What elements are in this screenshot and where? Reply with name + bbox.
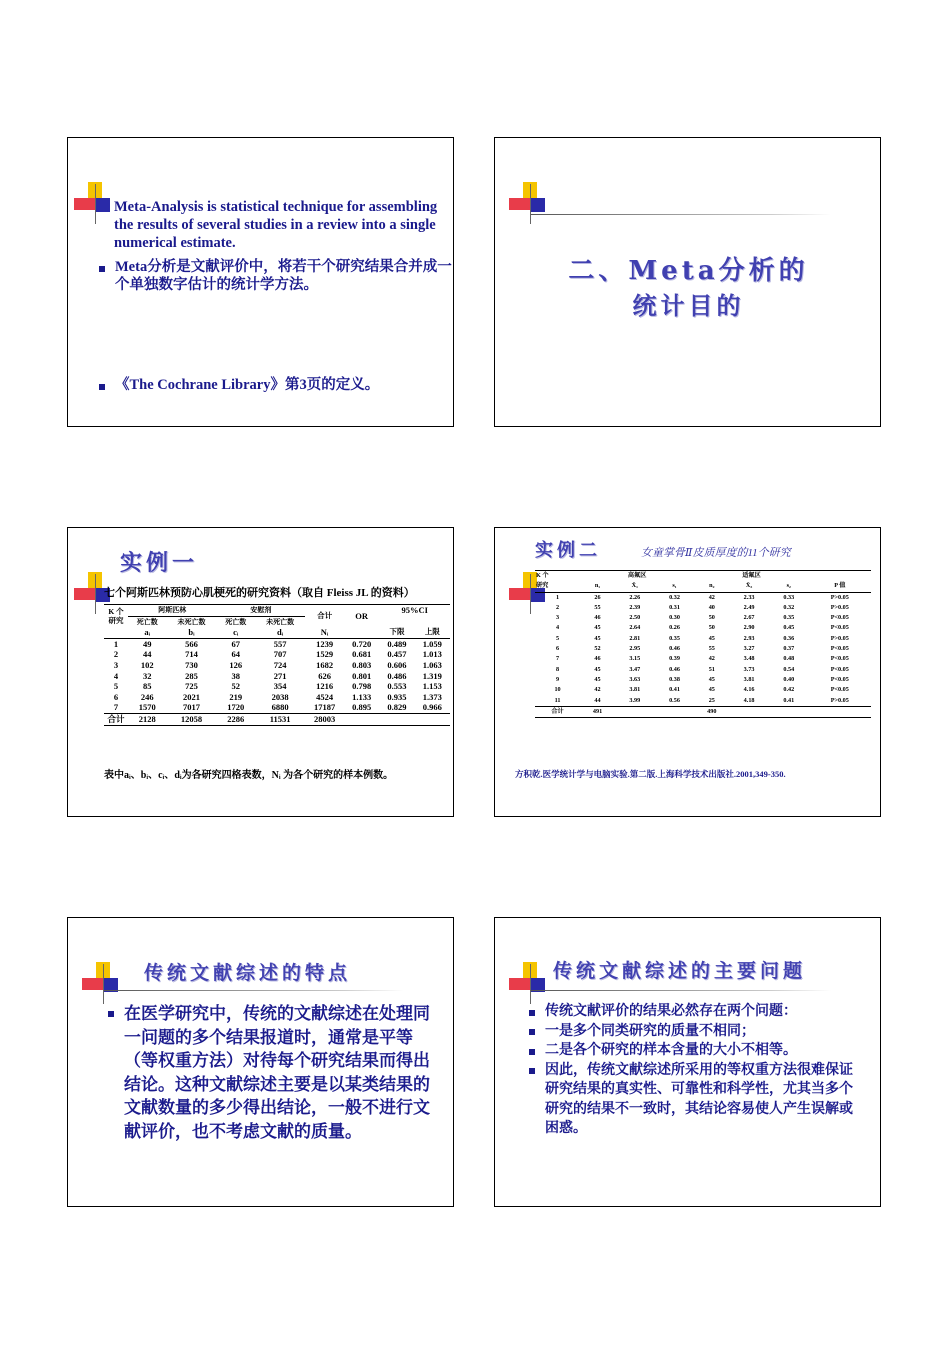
table-source: 方积乾.医学统计学与电脑实验.第二版.上海科学技术出版社.2001,349-350. [515, 769, 786, 779]
table-row [535, 634, 871, 644]
table-cell: 6 [113, 691, 119, 702]
definition-en-text: Meta-Analysis is statistical technique for assembling the results of several studies in a review into a single numerical estimate. [114, 199, 438, 251]
table-cell: 3.47 [629, 665, 641, 673]
table-cell: 354 [273, 681, 287, 692]
slide-6-bullets [525, 1002, 860, 1139]
table-cell: 2 [555, 603, 560, 611]
table-row [535, 675, 871, 685]
table-cell: 2.50 [629, 614, 641, 622]
table-cell: P<0.05 [830, 624, 849, 632]
col-or: OR [355, 610, 369, 621]
slide-2 [494, 137, 881, 427]
table-cell: 1682 [316, 659, 334, 670]
table-cell: 26 [594, 593, 601, 601]
table-cell: P>0.05 [830, 696, 849, 704]
table-cell: 219 [229, 691, 243, 702]
slide-1 [67, 137, 454, 427]
table-cell: P<0.05 [830, 655, 849, 663]
table-cell: 0.32 [783, 603, 795, 611]
table-cell: 25 [708, 696, 715, 704]
table-row [104, 649, 450, 660]
table-cell: 45 [708, 634, 715, 642]
slide-6-bullet-1: 传统文献评价的结果必然存在两个问题： [525, 1002, 860, 1022]
table-cell: 38 [231, 670, 241, 681]
slide-5 [67, 917, 454, 1207]
slide-6-bullet-4: 因此，传统文献综述所采用的等权重方法很难保证研究结果的真实性、可靠性和科学性，尤其当多个研究的结果不一致时，其结论容易使人产生误解或困惑。 [525, 1061, 860, 1139]
table-cell: 271 [273, 670, 287, 681]
table-row [535, 613, 871, 623]
table-cell: 2.93 [743, 634, 755, 642]
table-cell: 1.059 [422, 638, 442, 649]
table-cell: P<0.05 [830, 614, 849, 622]
table-cell: 0.30 [669, 614, 680, 622]
title-rule [531, 214, 831, 215]
table-cell: P<0.05 [830, 675, 849, 683]
table-cell: P<0.05 [830, 665, 849, 673]
table-cell: 合计 [551, 707, 564, 715]
table-cell: 3.63 [629, 675, 641, 683]
table-cell: 2.33 [743, 593, 755, 601]
table-cell: 42 [708, 655, 715, 663]
slide-logo-icon [82, 962, 126, 1006]
table-cell: 49 [142, 638, 152, 649]
table-cell: 67 [231, 638, 241, 649]
table-cell: 46 [594, 655, 601, 663]
table-cell [655, 706, 695, 717]
table-cell: 2.26 [629, 593, 641, 601]
table-cell: 1529 [316, 649, 334, 660]
table-cell: 45 [594, 665, 601, 673]
table-cell: 42 [708, 593, 715, 601]
table-cell: 45 [594, 634, 601, 642]
table-cell: 51 [708, 665, 715, 673]
table-cell: 4 [113, 670, 119, 681]
table-cell: 0.54 [783, 665, 795, 673]
table-cell: 0.829 [387, 702, 407, 713]
table-cell [415, 713, 450, 725]
table-cell: 1.013 [422, 649, 442, 660]
table-cell: 0.26 [669, 624, 680, 632]
table-row [104, 660, 450, 671]
table-cell: 0.37 [783, 645, 795, 653]
table-cell: 714 [185, 649, 198, 660]
definition-cn-bullet: Meta分析是文献评价中，将若干个研究结果合并成一个单独数字估计的统计学方法。 [95, 258, 454, 294]
slide-logo-icon [509, 962, 553, 1006]
table-cell: 52 [231, 681, 241, 692]
col-x2: X̄₂ [745, 582, 753, 590]
table-cell: 3.73 [743, 665, 755, 673]
table-cell [344, 713, 379, 725]
table-cell: 730 [185, 659, 198, 670]
table-cell: 0.681 [352, 649, 372, 660]
col-s1: s₁ [672, 582, 677, 590]
table-cell: 32 [142, 670, 152, 681]
table-sum-row [535, 706, 871, 717]
col-alive: 未死亡数 [177, 617, 206, 626]
table-sum-row [104, 713, 450, 725]
table-cell [769, 706, 809, 717]
table-cell: 0.486 [387, 670, 407, 681]
table-cell: 490 [707, 707, 717, 715]
col-n: Nᵢ [320, 627, 329, 638]
table-row [104, 638, 450, 649]
slide-4-heading: 实例二 [535, 540, 601, 561]
table-cell: 2128 [138, 713, 156, 724]
definition-en [114, 198, 444, 252]
col-d: dᵢ [276, 627, 284, 638]
col-dead: 死亡数 [136, 617, 158, 626]
table-row [535, 644, 871, 654]
table-cell: 6880 [271, 702, 289, 713]
table-cell [615, 706, 655, 717]
table-cell: 2021 [183, 691, 200, 702]
table-cell: 0.895 [352, 702, 372, 713]
table-cell: 3 [555, 614, 560, 622]
col-dead: 死亡数 [225, 617, 247, 626]
table-cell: 3.15 [629, 655, 641, 663]
table-cell: 2.90 [743, 624, 755, 632]
table-cell [379, 713, 414, 725]
col-k: K 个研究 [108, 607, 124, 626]
slide-6 [494, 917, 881, 1207]
table-cell: 3.27 [743, 645, 755, 653]
table-cell: 4524 [316, 691, 334, 702]
table-cell: 3.81 [629, 686, 641, 694]
table-cell: 0.801 [352, 670, 372, 681]
table-cell: P<0.05 [830, 686, 849, 694]
table-cell: 2286 [227, 713, 245, 724]
col-high: 高氟区 [627, 572, 647, 579]
table-cell: 0.935 [387, 691, 407, 702]
table-cell: 0.35 [669, 634, 680, 642]
table-cell: 1570 [138, 702, 156, 713]
col-study: 研究 [536, 582, 549, 590]
table-cell: 50 [708, 624, 715, 632]
table-cell: 28003 [313, 713, 336, 724]
table-cell: 50 [708, 614, 715, 622]
table-cell: 0.46 [669, 665, 680, 673]
table-cell: 6 [555, 645, 560, 653]
fluoride-table-body [535, 592, 871, 718]
slide-4 [494, 527, 881, 817]
col-c: cᵢ [233, 627, 239, 638]
col-n1: n₁ [594, 582, 601, 590]
table-cell: 2.81 [629, 634, 641, 642]
table-cell: 102 [140, 659, 154, 670]
table-cell: 0.36 [783, 634, 795, 642]
table-row [535, 696, 871, 707]
slide-4-subheading: 女童掌骨Ⅱ皮质厚度的11个研究 [641, 547, 791, 559]
col-n2: n₂ [709, 582, 715, 590]
table-cell: P>0.05 [830, 603, 849, 611]
col-normal: 适氟区 [742, 572, 761, 579]
table-cell: 285 [185, 670, 198, 681]
table-cell: P<0.05 [830, 645, 849, 653]
table-cell: 0.41 [783, 696, 795, 704]
table-cell: 17187 [313, 702, 336, 713]
table-cell: 55 [708, 645, 715, 653]
aspirin-table [104, 604, 450, 726]
slide-5-bullet: 在医学研究中，传统的文献综述在处理同一问题的多个结果报道时，通常是平等（等权重方法）对待每个研究结果而得出结论。这种文献综述主要是以某类结果的文献数量的多少得出结论，一般不进行文献评价，也不考虑文献的质量。 [104, 1002, 440, 1143]
table-row [104, 702, 450, 713]
table-cell: 45 [708, 675, 715, 683]
slide-2-title-line1: 二、Meta分析的 [568, 256, 809, 286]
slide-logo-icon [74, 182, 118, 226]
table-cell: 2.49 [743, 603, 755, 611]
table-cell: 5 [555, 634, 560, 642]
table-cell: 0.35 [783, 614, 795, 622]
table-cell: 11 [554, 696, 561, 704]
col-total: 合计 [317, 610, 333, 620]
table-cell: 724 [273, 659, 287, 670]
table-cell: 45 [594, 675, 601, 683]
table-row [535, 623, 871, 633]
table-cell: 0.46 [669, 645, 680, 653]
col-p: P 值 [834, 582, 846, 590]
table-cell: 合计 [107, 713, 125, 724]
table-cell: 2038 [271, 691, 289, 702]
table-row [535, 603, 871, 613]
table-cell: 3.48 [743, 655, 755, 663]
table-cell: 5 [113, 681, 119, 692]
table-cell: 0.489 [387, 638, 407, 649]
slide-logo-icon [509, 182, 553, 226]
table-cell: 45 [594, 624, 601, 632]
table-cell: 7 [113, 702, 119, 713]
table-cell: 0.39 [669, 655, 680, 663]
table-cell: 1.063 [422, 659, 442, 670]
col-alive: 未死亡数 [266, 617, 295, 626]
table-cell: 55 [594, 603, 601, 611]
table-cell: 707 [273, 649, 287, 660]
definition-source-bullet: 《The Cochrane Library》第3页的定义。 [95, 376, 454, 394]
table-cell: 1 [113, 638, 119, 649]
table-cell: P>0.05 [830, 634, 849, 642]
table-cell: 2.67 [743, 614, 755, 622]
table-cell: 4 [555, 624, 560, 632]
table-cell: 566 [185, 638, 198, 649]
table-cell: 42 [594, 686, 601, 694]
table-cell: 0.41 [669, 686, 680, 694]
table-cell: 0.803 [352, 659, 372, 670]
table-cell: 64 [231, 649, 241, 660]
slide-6-heading: 传统文献综述的主要问题 [553, 960, 807, 982]
table-cell: 4.18 [743, 696, 755, 704]
table-cell: 1.133 [352, 691, 372, 702]
table-cell: 1216 [316, 681, 334, 692]
table-cell: 126 [229, 659, 243, 670]
col-b: bᵢ [188, 627, 195, 638]
table-cell: 11531 [269, 713, 291, 724]
table-cell: 40 [708, 603, 715, 611]
col-s2: s₂ [786, 582, 791, 590]
table-cell: 7017 [183, 702, 200, 713]
table-row [535, 685, 871, 695]
table-cell: 7 [555, 655, 560, 663]
table-row [104, 671, 450, 682]
table-cell: 0.457 [387, 649, 407, 660]
table-cell: 626 [318, 670, 331, 681]
table-cell: 1239 [316, 638, 334, 649]
table-cell: 2.64 [629, 624, 641, 632]
slide-5-heading: 传统文献综述的特点 [144, 962, 352, 984]
table-cell: 3.81 [743, 675, 755, 683]
table-note: 表中aᵢ、bᵢ、cᵢ、dᵢ为各研究四格表数，Nᵢ 为各个研究的样本例数。 [104, 770, 394, 781]
col-aspirin: 阿斯匹林 [128, 605, 217, 617]
table-cell: 85 [142, 681, 152, 692]
table-cell [809, 706, 871, 717]
table-cell: 1 [555, 593, 560, 601]
table-cell: 0.798 [352, 681, 372, 692]
table-cell [729, 706, 769, 717]
col-x1: X̄₁ [631, 582, 638, 590]
slide-3-heading: 实例一 [120, 550, 199, 576]
col-upper: 上限 [424, 627, 440, 637]
table-caption: 七个阿斯匹林预防心肌梗死的研究资料（取自 Fleiss JL 的资料） [104, 587, 415, 599]
table-cell: 1720 [227, 702, 245, 713]
table-cell: 52 [594, 645, 601, 653]
slide-6-bullet-3: 二是各个研究的样本含量的大小不相等。 [525, 1041, 860, 1061]
col-a: aᵢ [144, 627, 151, 638]
aspirin-table-body [104, 638, 450, 725]
table-cell: 2.95 [629, 645, 641, 653]
table-cell: 3.99 [629, 696, 641, 704]
table-cell: 0.32 [669, 593, 680, 601]
table-cell: 0.42 [783, 686, 795, 694]
table-cell: 0.56 [669, 696, 680, 704]
table-cell: 0.31 [669, 603, 680, 611]
col-k: K 个 [536, 572, 549, 579]
table-row [104, 692, 450, 703]
fluoride-table [535, 570, 871, 718]
table-cell: 491 [592, 707, 603, 715]
table-cell: 10 [554, 686, 561, 694]
slide-2-title-line2: 统计目的 [632, 291, 745, 320]
table-cell: 3 [113, 659, 119, 670]
table-cell: 0.45 [783, 624, 795, 632]
table-cell: 0.606 [387, 659, 407, 670]
table-cell: 0.553 [387, 681, 407, 692]
col-ci: 95%CI [401, 605, 428, 616]
table-cell: 2 [113, 649, 119, 660]
slide-6-bullet-2: 一是多个同类研究的质量不相同； [525, 1022, 860, 1042]
table-cell: 0.966 [422, 702, 442, 713]
table-cell: 9 [555, 675, 560, 683]
table-cell: 1.319 [422, 670, 442, 681]
table-cell: 45 [708, 686, 715, 694]
table-cell: 4.16 [743, 686, 755, 694]
table-cell: 0.40 [783, 675, 795, 683]
table-cell: P>0.05 [830, 593, 849, 601]
table-row [535, 592, 871, 603]
table-cell: 2.39 [629, 603, 641, 611]
table-row [535, 665, 871, 675]
table-cell: 725 [185, 681, 198, 692]
table-row [104, 681, 450, 692]
title-rule [531, 990, 831, 991]
table-cell: 44 [594, 696, 601, 704]
table-cell: 0.720 [352, 638, 372, 649]
table-cell: 46 [594, 614, 601, 622]
table-cell: 0.48 [783, 655, 795, 663]
table-cell: 12058 [180, 713, 203, 724]
table-cell: 0.38 [669, 675, 680, 683]
col-placebo: 安慰剂 [217, 605, 306, 617]
table-cell: 0.33 [783, 593, 795, 601]
table-row [535, 654, 871, 664]
slide-3 [67, 527, 454, 817]
table-cell: 44 [142, 649, 152, 660]
table-cell: 557 [273, 638, 287, 649]
table-cell: 1.153 [422, 681, 442, 692]
table-cell: 8 [555, 665, 560, 673]
table-cell: 1.373 [422, 691, 442, 702]
table-cell: 246 [140, 691, 154, 702]
col-lower: 下限 [389, 627, 405, 637]
title-rule [104, 990, 404, 991]
